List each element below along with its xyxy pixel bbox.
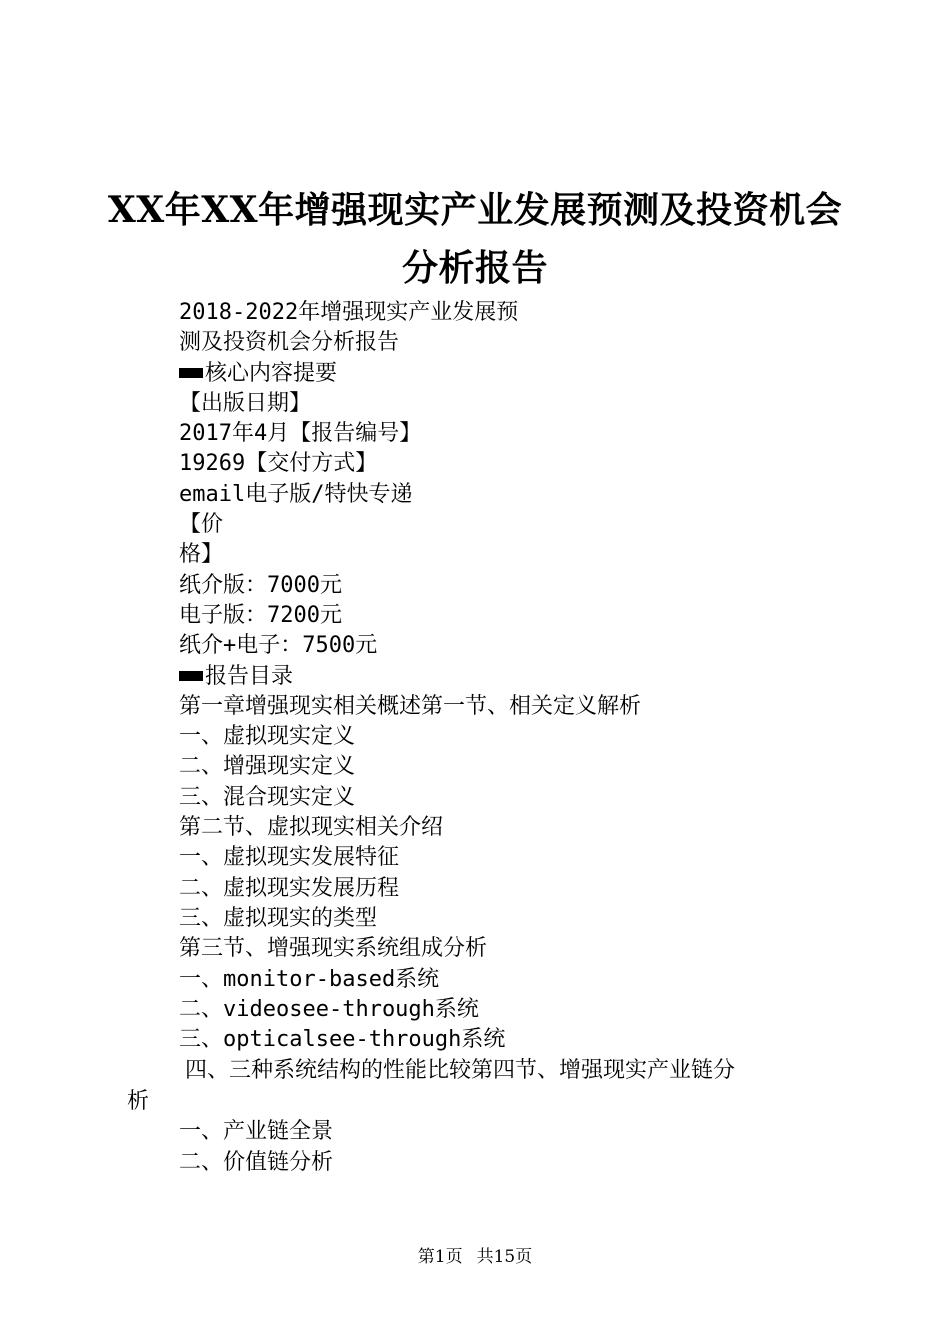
toc-line: 一、产业链全景	[179, 1119, 334, 1145]
section-heading	[179, 662, 950, 692]
document-title-line-1: XX年XX年增强现实产业发展预测及投资机会	[107, 189, 843, 231]
toc-line: 三、虚拟现实的类型	[179, 905, 378, 931]
toc-wrapped-rest: 析	[127, 1089, 150, 1115]
page-number: 第1页	[417, 1247, 463, 1267]
toc-line: 一、虚拟现实定义	[179, 724, 356, 750]
body-line: 2017年4月【报告编号】	[179, 421, 422, 447]
toc-line: 第二节、虚拟现实相关介绍	[179, 815, 444, 841]
body-line: email电子版/特快专递	[179, 481, 413, 507]
square-bullet-icon	[179, 368, 203, 378]
toc-line: 三、opticalsee-through系统	[179, 1027, 506, 1053]
toc-line: 第一章增强现实相关概述第一节、相关定义解析	[179, 693, 642, 719]
toc-wrapped-first: 四、三种系统结构的性能比较第四节、增强现实产业链分	[185, 1058, 736, 1084]
toc-line: 三、混合现实定义	[179, 784, 356, 810]
section-heading-text: 核心内容提要	[205, 360, 338, 386]
toc-line: 二、videosee-through系统	[179, 996, 479, 1022]
toc-line: 二、价值链分析	[179, 1149, 334, 1175]
square-bullet-icon	[179, 671, 203, 681]
price-line: 纸介+电子：7500元	[179, 633, 378, 659]
body-line: 测及投资机会分析报告	[179, 330, 400, 356]
body-line: 【价	[179, 512, 224, 538]
body-line: 2018-2022年增强现实产业发展预	[179, 300, 519, 325]
body-line: 19269【交付方式】	[179, 451, 378, 477]
body-line: 【出版日期】	[179, 390, 312, 416]
document-body	[0, 298, 950, 1178]
toc-line: 第三节、增强现实系统组成分析	[179, 936, 488, 962]
toc-line: 一、虚拟现实发展特征	[179, 845, 400, 871]
section-heading-text: 报告目录	[205, 663, 294, 689]
price-line: 纸介版：7000元	[179, 572, 342, 598]
price-line: 电子版：7200元	[179, 602, 342, 628]
toc-line: 二、虚拟现实发展历程	[179, 875, 400, 901]
toc-wrapped-line	[127, 1055, 844, 1117]
section-heading	[179, 359, 950, 389]
toc-line: 二、增强现实定义	[179, 754, 356, 780]
toc-line: 一、monitor-based系统	[179, 966, 440, 992]
page-footer	[0, 1242, 950, 1267]
page-total: 共15页	[476, 1247, 533, 1267]
document-title-line-2: 分析报告	[401, 247, 548, 289]
body-line: 格】	[179, 542, 224, 568]
